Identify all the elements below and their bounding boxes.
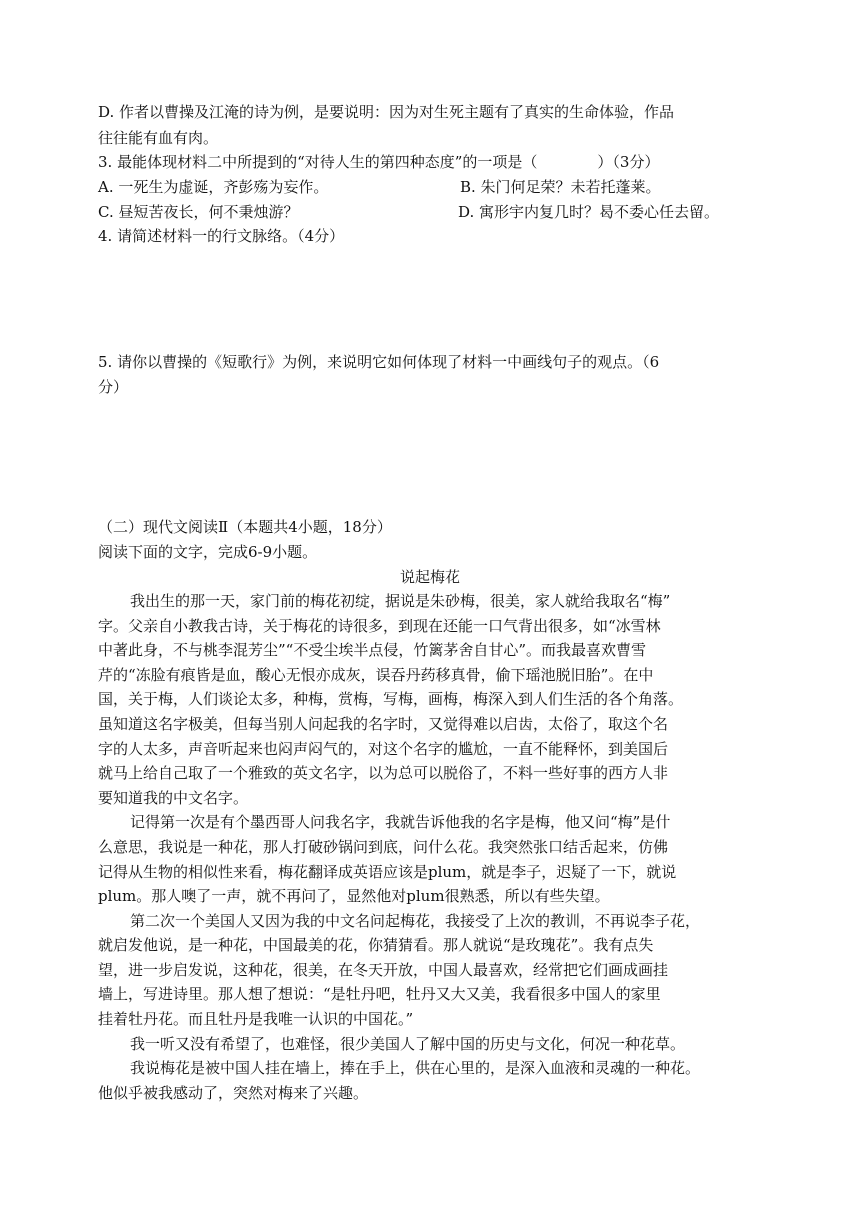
q3-option-d: D. 寓形宇内复几时？曷不委心任去留。	[458, 203, 720, 221]
section-instruction: 阅读下面的文字，完成6-9小题。	[98, 543, 318, 561]
q2-option-d-line2: 往往能有血有肉。	[98, 129, 219, 147]
article-line: 他似乎被我感动了，突然对梅来了兴趣。	[98, 1084, 369, 1102]
article-line: 芹的“冻脸有痕皆是血，酸心无恨亦成灰，误吞丹药移真骨，偷下瑶池脱旧胎”。在中	[98, 666, 654, 684]
article-line: 望，进一步启发说，这种花，很美，在冬天开放，中国人最喜欢，经常把它们画成画挂	[98, 961, 669, 979]
article-line: plum。那人噢了一声，就不再问了，显然他对plum很熟悉，所以有些失望。	[98, 887, 610, 905]
q2-option-d-line1: D. 作者以曹操及江淹的诗为例，是要说明：因为对生死主题有了真实的生命体验，作品	[98, 103, 675, 121]
article-line: 我出生的那一天，家门前的梅花初绽，据说是朱砂梅，很美，家人就给我取名“梅”	[130, 592, 671, 610]
article-line: 第二次一个美国人又因为我的中文名问起梅花，我接受了上次的教训，不再说李子花，	[130, 912, 701, 930]
q5-stem-line2: 分）	[98, 378, 129, 396]
q3-option-a: A. 一死生为虚诞，齐彭殇为妄作。	[98, 178, 329, 196]
article-line: 字。父亲自小教我古诗，关于梅花的诗很多，到现在还能一口气背出很多，如“冰雪林	[98, 617, 661, 635]
article-line: 我说梅花是被中国人挂在墙上，捧在手上，供在心里的，是深入血液和灵魂的一种花。	[130, 1059, 701, 1077]
article-line: 字的人太多，声音听起来也闷声闷气的，对这个名字的尴尬，一直不能释怀，到美国后	[98, 740, 669, 758]
article-line: 中著此身，不与桃李混芳尘”“不受尘埃半点侵，竹篱茅舍自甘心”。而我最喜欢曹雪	[98, 641, 647, 659]
q4-stem: 4. 请简述材料一的行文脉络。（4分）	[98, 227, 345, 245]
q5-stem-line1: 5. 请你以曹操的《短歌行》为例，来说明它如何体现了材料一中画线句子的观点。（6	[98, 353, 660, 371]
q3-stem: 3. 最能体现材料二中所提到的“对待人生的第四种态度”的一项是（ ）（3分）	[98, 153, 660, 171]
article-line: 就马上给自己取了一个雅致的英文名字，以为总可以脱俗了，不料一些好事的西方人非	[98, 764, 669, 782]
article-line: 记得第一次是有个墨西哥人问我名字，我就告诉他我的名字是梅，他又问“梅”是什	[130, 813, 671, 831]
article-line: 我一听又没有希望了，也难怪，很少美国人了解中国的历史与文化，何况一种花草。	[130, 1035, 686, 1053]
q3-option-c: C. 昼短苦夜长，何不秉烛游？	[98, 203, 299, 221]
article-line: 墙上，写进诗里。那人想了想说：“是牡丹吧，牡丹又大又美，我看很多中国人的家里	[98, 985, 661, 1003]
article-line: 记得从生物的相似性来看，梅花翻译成英语应该是plum，就是李子，迟疑了一下，就说	[98, 863, 677, 881]
article-line: 就启发他说，是一种花，中国最美的花，你猜猜看。那人就说“是玫瑰花”。我有点失	[98, 936, 654, 954]
article-title: 说起梅花	[399, 568, 460, 586]
article-line: 要知道我的中文名字。	[98, 789, 249, 807]
article-line: 国，关于梅，人们谈论太多，种梅，赏梅，写梅，画梅，梅深入到人们生活的各个角落。	[98, 690, 684, 708]
article-line: 虽知道这名字极美，但每当别人问起我的名字时，又觉得难以启齿，太俗了，取这个名	[98, 715, 669, 733]
q3-option-b: B. 朱门何足荣？未若托蓬莱。	[460, 178, 661, 196]
article-line: 么意思，我说是一种花，那人打破砂锅问到底，问什么花。我突然张口结舌起来，仿佛	[98, 838, 669, 856]
section-heading: （二）现代文阅读Ⅱ（本题共4小题，18分）	[98, 518, 392, 536]
article-line: 挂着牡丹花。而且牡丹是我唯一认识的中国花。”	[98, 1010, 414, 1028]
